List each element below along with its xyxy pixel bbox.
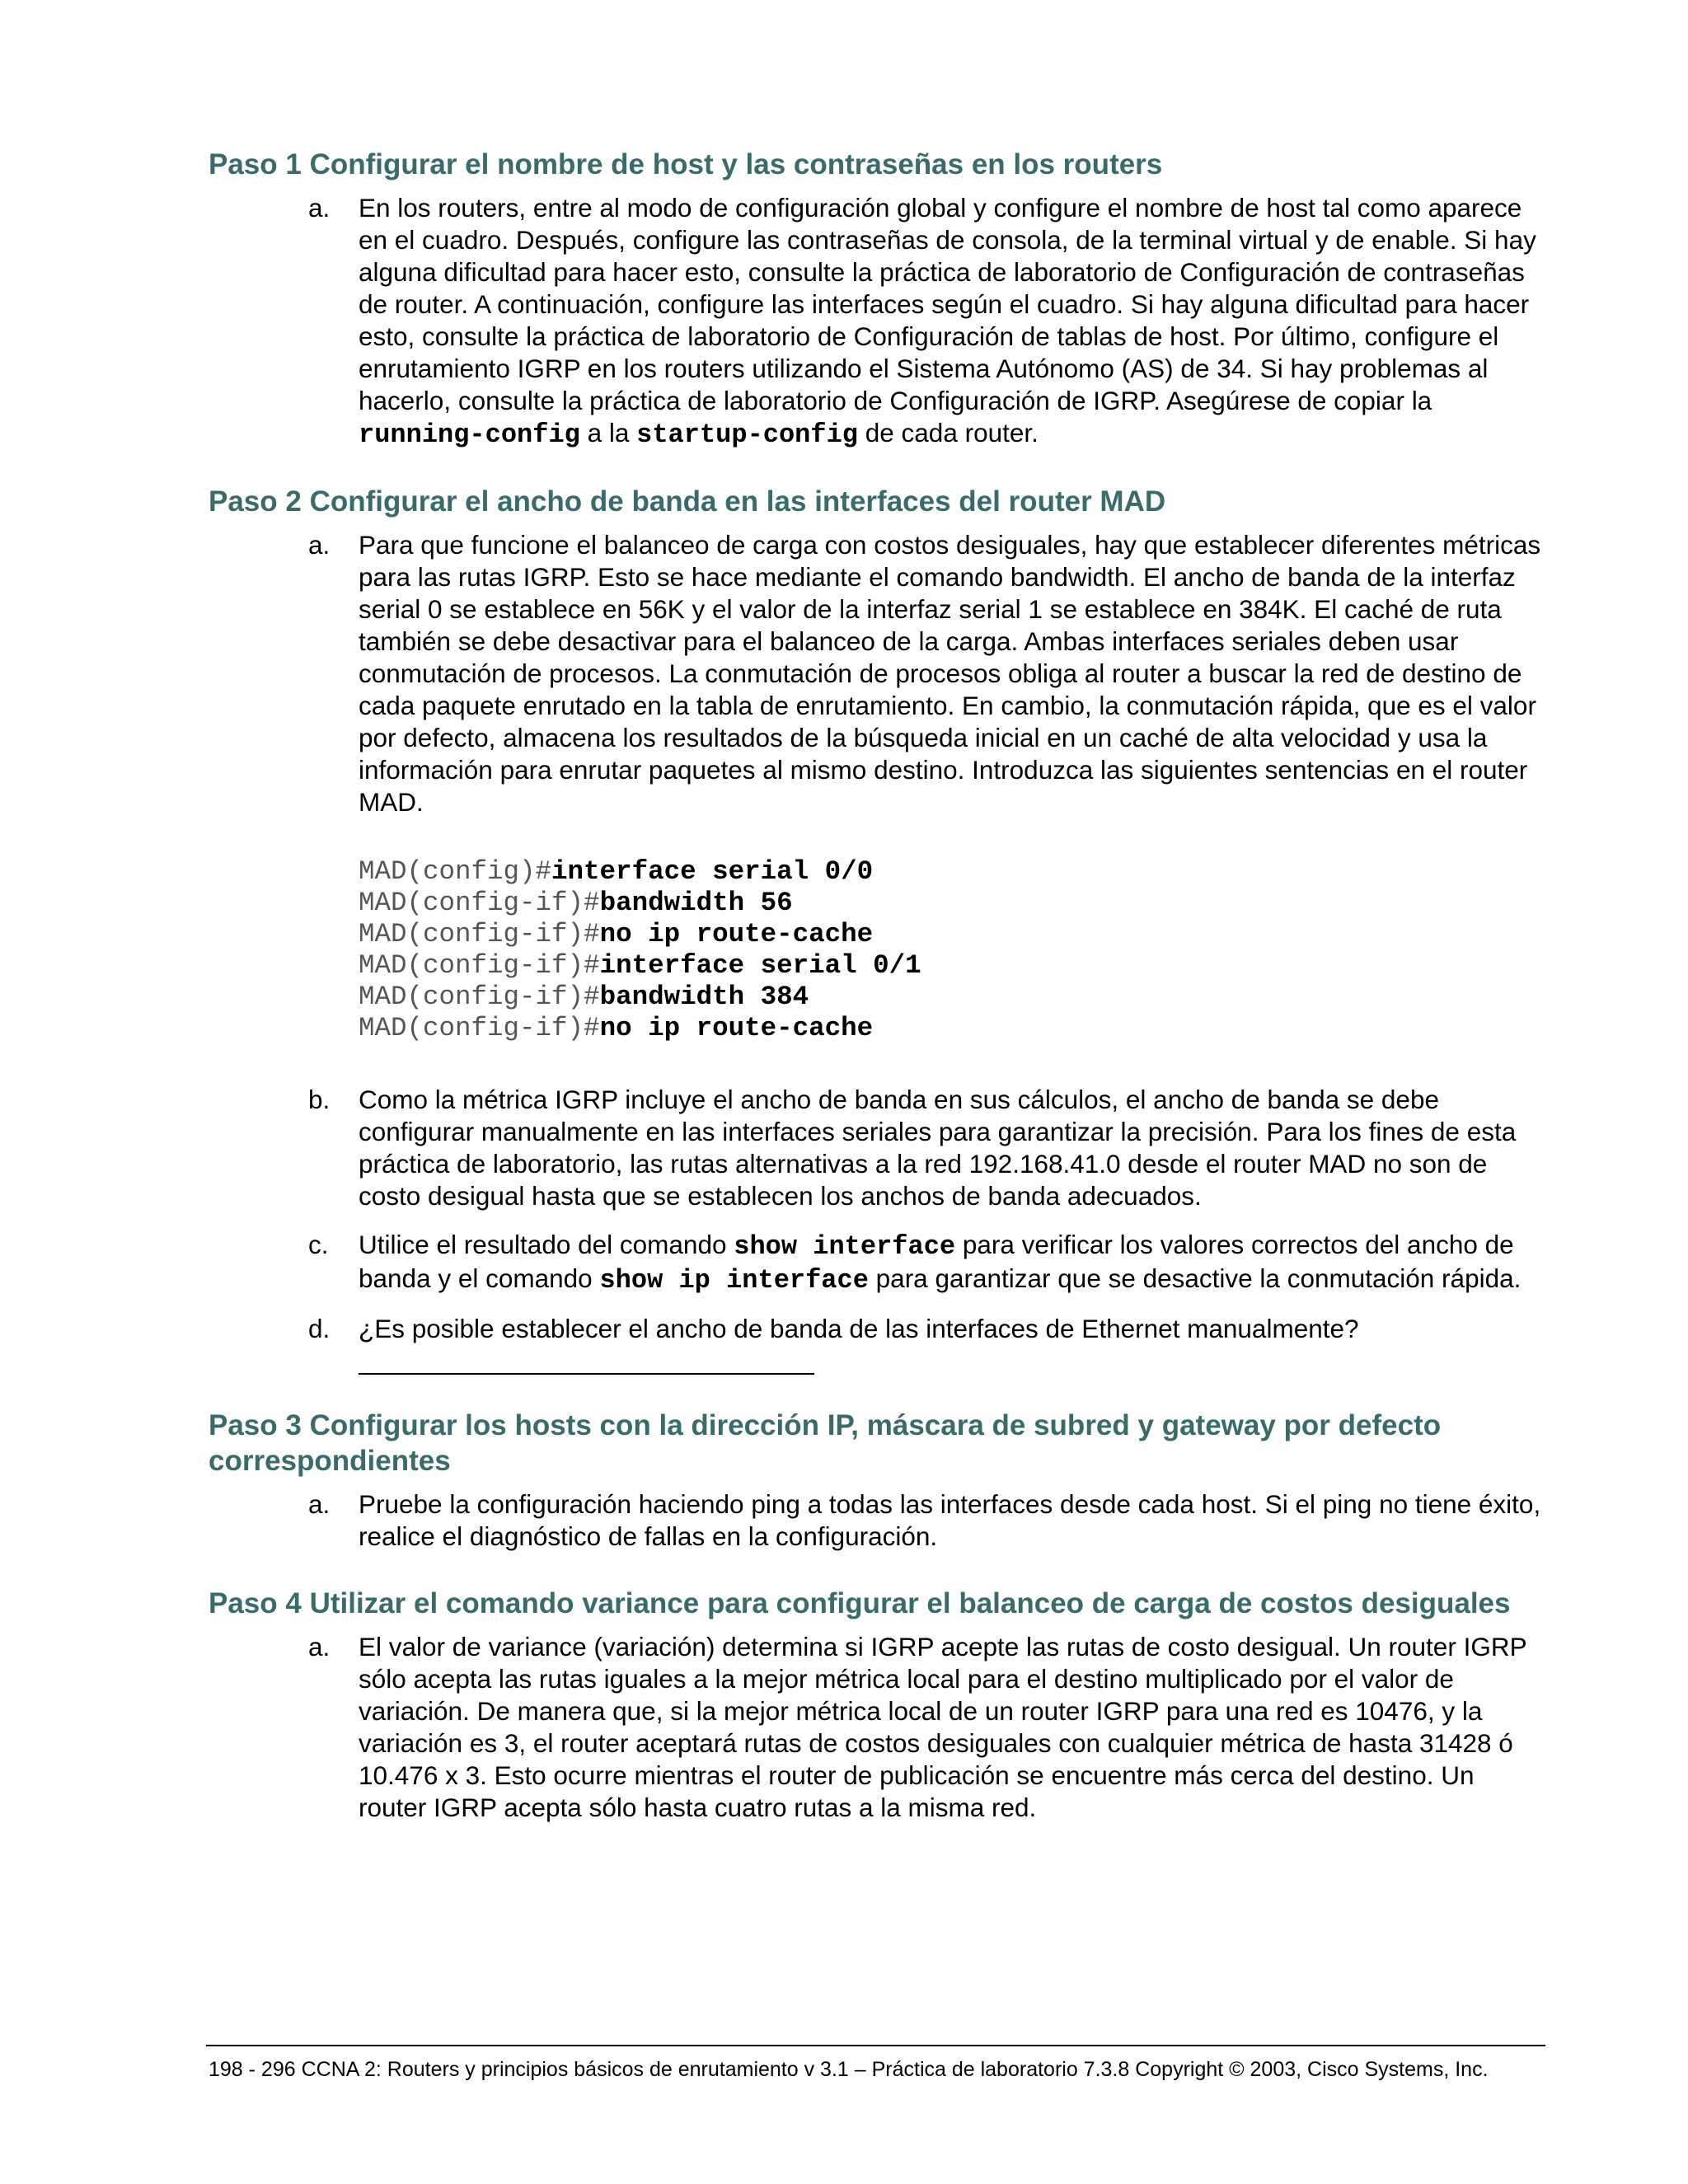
code-line bbox=[359, 856, 1544, 888]
item-letter: c. bbox=[308, 1230, 329, 1259]
footer-divider bbox=[206, 2045, 1545, 2046]
item-text: Para que funcione el balanceo de carga con costos desiguales, hay que establecer diferentes métricas para las rutas IGRP. Esto se hace mediante el comando bandwidth. El ancho de banda de la interfaz serial 0 se establece en 56K y el valor de la interfaz serial 1 se establece en 384K. El caché de ruta también se debe desactivar para el balanceo de la carga. Ambas interfaces seriales deben usar conmutación de procesos. La conmutación de procesos obliga al router a buscar la red de destino de cada paquete enrutado en la tabla de enrutamiento. En cambio, la conmutación rápida, que es el valor por defecto, almacena los resultados de la búsqueda inicial en un caché de alta velocidad y usa la información para enrutar paquetes al mismo destino. Introduzca las siguientes sentencias en el router MAD. bbox=[359, 530, 1541, 817]
answer-blank-line[interactable] bbox=[359, 1345, 814, 1375]
text-segment: Utilice el resultado del comando bbox=[359, 1230, 734, 1259]
code-command: interface serial 0/0 bbox=[551, 856, 874, 887]
step-2-item-a bbox=[209, 529, 1544, 1044]
code-command: bandwidth 384 bbox=[599, 982, 809, 1012]
code-prompt: MAD(config-if)# bbox=[359, 888, 600, 918]
text-segment: para garantizar que se desactive la conmutación rápida. bbox=[868, 1263, 1522, 1293]
step-2-item-b bbox=[209, 1084, 1544, 1212]
step-4 bbox=[209, 1586, 1544, 1824]
step-2 bbox=[209, 484, 1544, 1375]
inline-code-startup-config: startup-config bbox=[636, 419, 858, 450]
step-3-title: Paso 3 Configurar los hosts con la dirección IP, máscara de subred y gateway por defecto correspondientes bbox=[209, 1409, 1442, 1477]
item-content bbox=[359, 1313, 1544, 1375]
step-1 bbox=[209, 147, 1544, 451]
item-text bbox=[359, 192, 1544, 451]
item-text bbox=[359, 1229, 1544, 1296]
item-letter: a. bbox=[308, 1489, 331, 1519]
step-1-title: Paso 1 Configurar el nombre de host y las contraseñas en los routers bbox=[209, 148, 1163, 180]
code-line bbox=[359, 950, 1544, 982]
text-segment: En los routers, entre al modo de configuración global y configure el nombre de host tal como aparece en el cuadro. Después, configure las contraseñas de consola, de la terminal virtual y de enable. Si hay alguna dificultad para hacer esto, consulte la práctica de laboratorio de Configuración de contraseñas de router. A continuación, configure las interfaces según el cuadro. Si hay alguna dificultad para hacer esto, consulte la práctica de laboratorio de Configuración de tablas de host. Por último, configure el enrutamiento IGRP en los routers utilizando el Sistema Autónomo (AS) de 34. Si hay problemas al hacerlo, consulte la práctica de laboratorio de Configuración de IGRP. Asegúrese de copiar la bbox=[359, 193, 1536, 415]
code-line bbox=[359, 982, 1544, 1013]
item-text: El valor de variance (variación) determina si IGRP acepte las rutas de costo desigual. Un router IGRP sólo acepta las rutas iguales a la mejor métrica local para el destino multiplicado por el valor de variación. De manera que, si la mejor métrica local de un router IGRP para una red es 10476, y la variación es 3, el router aceptará rutas de costos desiguales con cualquier métrica de hasta 31428 ó 10.476 x 3. Esto ocurre mientras el router de publicación se encuentre más cerca del destino. Un router IGRP acepta sólo hasta cuatro rutas a la misma red. bbox=[359, 1632, 1527, 1822]
code-prompt: MAD(config-if)# bbox=[359, 982, 600, 1012]
document-body bbox=[209, 147, 1544, 1857]
code-block bbox=[359, 856, 1544, 1044]
step-2-item-d bbox=[209, 1313, 1544, 1375]
step-2-title: Paso 2 Configurar el ancho de banda en las interfaces del router MAD bbox=[209, 485, 1166, 518]
item-letter: d. bbox=[308, 1314, 331, 1343]
step-4-title: Paso 4 Utilizar el comando variance para configurar el balanceo de carga de costos desiguales bbox=[209, 1587, 1511, 1619]
code-prompt: MAD(config-if)# bbox=[359, 1013, 600, 1043]
code-prompt: MAD(config-if)# bbox=[359, 950, 600, 981]
text-segment: de cada router. bbox=[857, 418, 1039, 448]
step-2-item-c bbox=[209, 1229, 1544, 1296]
code-line bbox=[359, 888, 1544, 919]
code-command: no ip route-cache bbox=[599, 919, 874, 949]
step-4-item-a bbox=[209, 1631, 1544, 1824]
item-letter: b. bbox=[308, 1085, 331, 1114]
step-3 bbox=[209, 1408, 1544, 1553]
code-prompt: MAD(config)# bbox=[359, 856, 552, 887]
item-text: ¿Es posible establecer el ancho de banda de las interfaces de Ethernet manualmente? bbox=[359, 1314, 1359, 1343]
inline-code-show-interface: show interface bbox=[734, 1231, 956, 1262]
code-command: bandwidth 56 bbox=[599, 888, 793, 918]
code-command: no ip route-cache bbox=[599, 1013, 874, 1043]
item-text: Pruebe la configuración haciendo ping a todas las interfaces desde cada host. Si el ping no tiene éxito, realice el diagnóstico de fallas en la configuración. bbox=[359, 1489, 1541, 1551]
code-line bbox=[359, 1013, 1544, 1044]
step-1-item-a bbox=[209, 192, 1544, 451]
text-segment: para verificar los valores correctos del ancho de banda y el comando bbox=[359, 1230, 1514, 1293]
code-prompt: MAD(config-if)# bbox=[359, 919, 600, 949]
item-letter: a. bbox=[308, 530, 331, 560]
text-segment: a la bbox=[579, 418, 637, 448]
code-command: interface serial 0/1 bbox=[599, 950, 921, 981]
inline-code-show-ip-interface: show ip interface bbox=[599, 1265, 869, 1296]
item-content bbox=[359, 529, 1544, 1044]
code-line bbox=[359, 919, 1544, 950]
item-letter: a. bbox=[308, 193, 331, 223]
item-letter: a. bbox=[308, 1632, 331, 1661]
page-footer: 198 - 296 CCNA 2: Routers y principios básicos de enrutamiento v 3.1 – Práctica de laboratorio 7.3.8 Copyright © 2003, Cisco Systems, Inc. bbox=[209, 2058, 1489, 2081]
inline-code-running-config: running-config bbox=[359, 419, 580, 450]
item-text: Como la métrica IGRP incluye el ancho de banda en sus cálculos, el ancho de banda se debe configurar manualmente en las interfaces seriales para garantizar la precisión. Para los fines de esta práctica de laboratorio, las rutas alternativas a la red 192.168.41.0 desde el router MAD no son de costo desigual hasta que se establecen los anchos de banda adecuados. bbox=[359, 1085, 1517, 1211]
step-3-item-a bbox=[209, 1488, 1544, 1553]
